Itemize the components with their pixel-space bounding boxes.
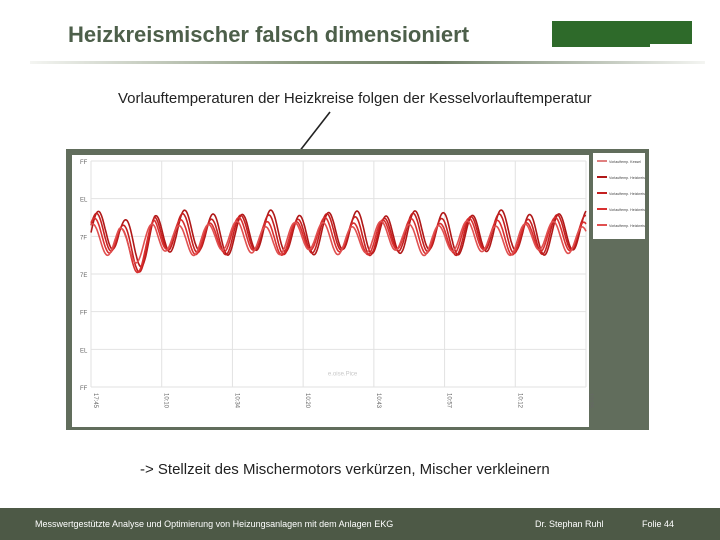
legend-label: Vorlauftemp. Heizkreis <box>609 176 645 180</box>
y-tick-label: 7E <box>80 273 88 279</box>
slide-title: Heizkreismischer falsch dimensioniert <box>68 22 470 47</box>
footer-author: Dr. Stephan Ruhl <box>535 519 604 529</box>
footer-page: Folie 44 <box>642 519 675 529</box>
y-tick-label: EL <box>80 197 88 204</box>
y-tick-label: FF <box>80 160 88 166</box>
x-tick-label: 10:20 <box>304 393 311 409</box>
footer <box>0 508 720 540</box>
y-tick-label: EL <box>80 348 88 355</box>
title-divider <box>30 61 705 64</box>
y-tick-label: FF <box>80 310 88 317</box>
x-tick-label: 10:12 <box>516 393 523 409</box>
legend-label: Vorlauftemp. Kessel <box>609 160 641 164</box>
x-tick-label: 10:25 <box>587 393 593 409</box>
chart-frame <box>66 149 649 430</box>
y-tick-label: FF <box>80 386 88 392</box>
x-tick-label: 10:57 <box>445 393 452 409</box>
x-tick-label: 17:45 <box>92 393 98 409</box>
legend-label: Vorlauftemp. Heizkreis <box>609 224 645 228</box>
plot-background <box>72 155 589 427</box>
footer-left-text: Messwertgestützte Analyse und Optimierung von Heizungsanlagen mit dem Anlagen EKG <box>35 519 394 529</box>
y-tick-label: 7F <box>80 235 88 242</box>
line-chart <box>66 149 649 430</box>
note-text: -> Stellzeit des Mischermotors verkürzen, Mischer verkleinern <box>140 461 550 478</box>
logo-notch <box>650 44 692 48</box>
x-tick-label: 10:34 <box>233 393 240 409</box>
legend-label: Vorlauftemp. Heizkreis <box>609 192 645 196</box>
chart-watermark: e.oise.Pice <box>327 371 358 378</box>
x-tick-label: 10:10 <box>162 393 169 409</box>
subtitle: Vorlauftemperaturen der Heizkreise folgen der Kesselvorlauftemperatur <box>118 90 592 107</box>
legend-label: Vorlauftemp. Heizkreis <box>609 208 645 212</box>
x-tick-label: 10:43 <box>374 393 381 409</box>
